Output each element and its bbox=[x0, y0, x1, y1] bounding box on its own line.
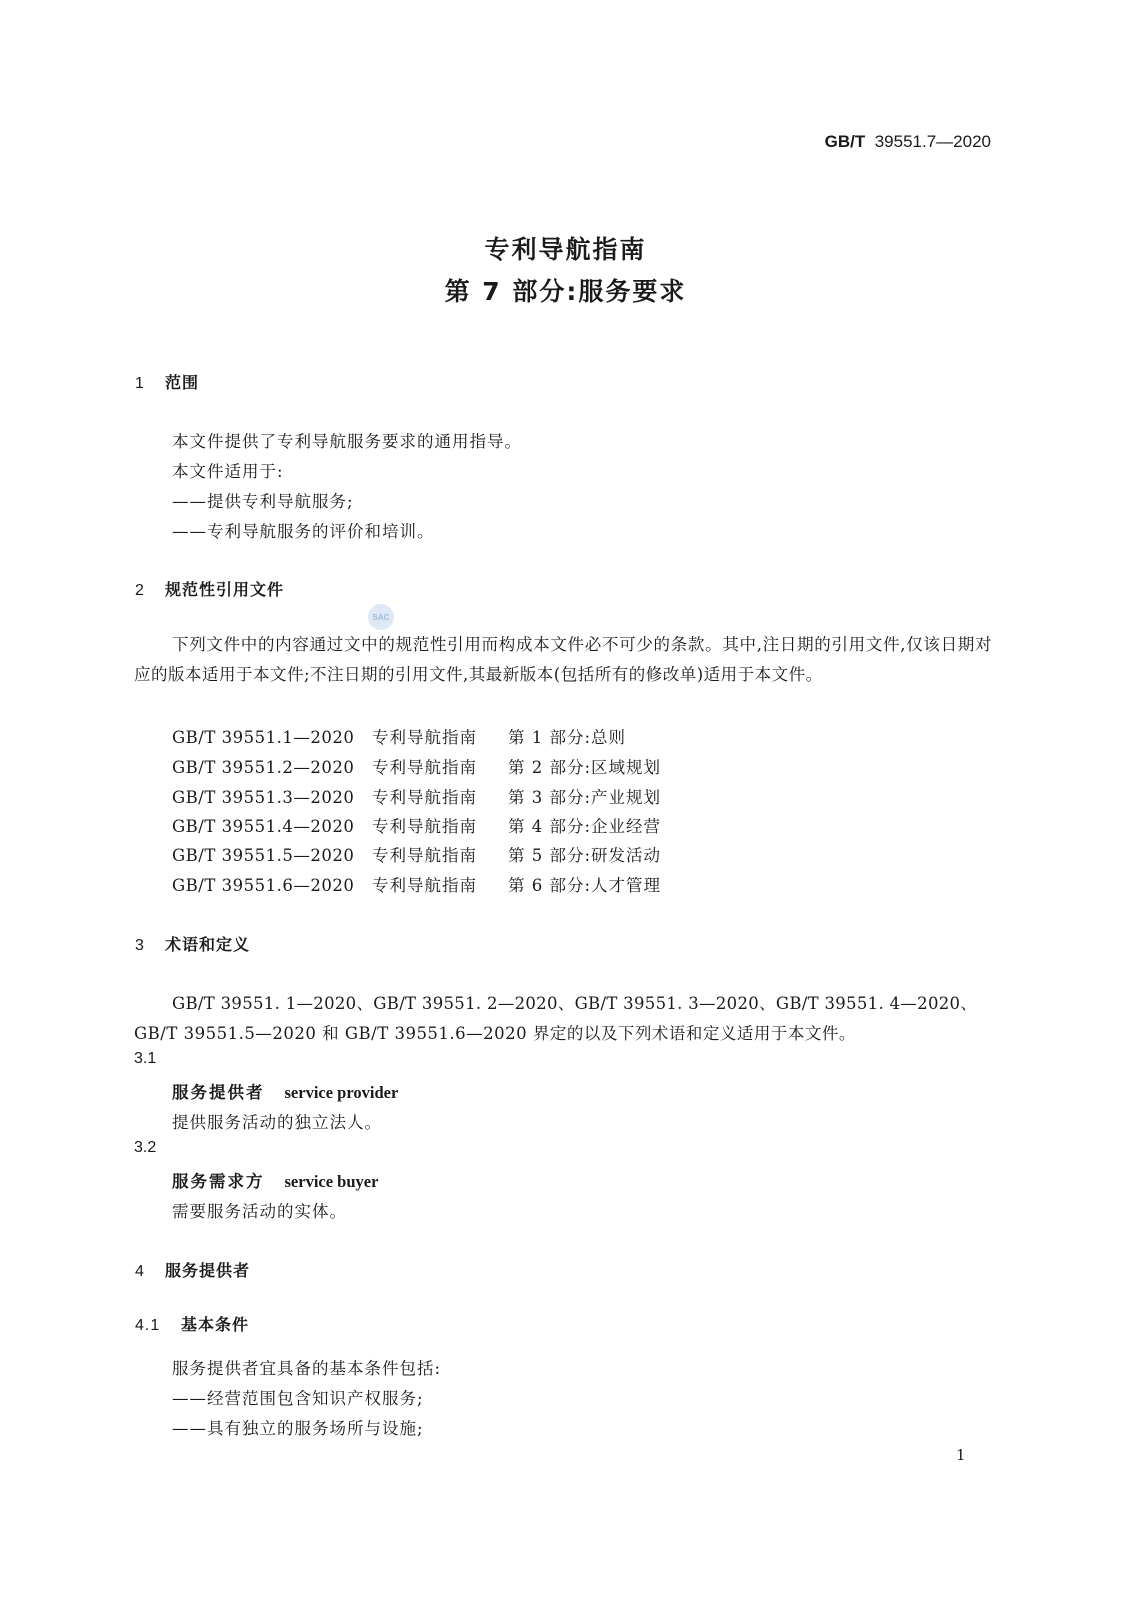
reference-row: GB/T 39551.2—2020 专利导航指南 第 2 部分:区域规划 bbox=[172, 758, 662, 777]
doc-title-line1: 专利导航指南 bbox=[484, 235, 647, 264]
term-definition: 提供服务活动的独立法人。 bbox=[172, 1113, 382, 1132]
list-item: ——专利导航服务的评价和培训。 bbox=[172, 522, 435, 541]
terms-intro-line1: GB/T 39551. 1—2020、GB/T 39551. 2—2020、GB/T 39551. 3—2020、GB/T 39551. 4—2020、 bbox=[172, 994, 978, 1013]
term-entry: 服务提供者 service provider bbox=[172, 1083, 399, 1102]
paragraph: 本文件适用于: bbox=[172, 462, 284, 481]
term-definition: 需要服务活动的实体。 bbox=[172, 1202, 347, 1221]
page-number: 1 bbox=[956, 1446, 966, 1464]
term-entry: 服务需求方 service buyer bbox=[172, 1172, 379, 1191]
subsection-heading-4-1: 4.1 基本条件 bbox=[135, 1315, 250, 1334]
standard-prefix: GB/T bbox=[824, 132, 866, 151]
sac-watermark-logo: SAC bbox=[368, 604, 394, 630]
normative-references-intro: 下列文件中的内容通过文中的规范性引用而构成本文件必不可少的条款。其中,注日期的引用文件,仅该日期对应的版本适用于本文件;不注日期的引用文件,其最新版本(包括所有的修改单)适用于本文件。 bbox=[134, 635, 992, 684]
section-heading-4: 4 服务提供者 bbox=[135, 1261, 251, 1280]
standard-code: 39551.7—2020 bbox=[874, 132, 991, 151]
reference-row: GB/T 39551.3—2020 专利导航指南 第 3 部分:产业规划 bbox=[172, 788, 662, 807]
terms-intro-line2: GB/T 39551.5—2020 和 GB/T 39551.6—2020 界定的以及下列术语和定义适用于本文件。 bbox=[134, 1024, 856, 1043]
paragraph: 本文件提供了专利导航服务要求的通用指导。 bbox=[172, 432, 522, 451]
term-number: 3.2 bbox=[134, 1139, 157, 1156]
list-item: ——经营范围包含知识产权服务; bbox=[172, 1389, 424, 1408]
reference-row: GB/T 39551.4—2020 专利导航指南 第 4 部分:企业经营 bbox=[172, 817, 662, 836]
reference-row: GB/T 39551.1—2020 专利导航指南 第 1 部分:总则 bbox=[172, 728, 627, 747]
reference-row: GB/T 39551.6—2020 专利导航指南 第 6 部分:人才管理 bbox=[172, 876, 662, 895]
section-heading-2: 2 规范性引用文件 bbox=[135, 580, 285, 599]
standard-number bbox=[825, 132, 991, 152]
reference-row: GB/T 39551.5—2020 专利导航指南 第 5 部分:研发活动 bbox=[172, 846, 662, 865]
list-item: ——提供专利导航服务; bbox=[172, 492, 354, 511]
list-item: ——具有独立的服务场所与设施; bbox=[172, 1419, 424, 1438]
term-number: 3.1 bbox=[134, 1050, 157, 1067]
doc-title-line2: 第 7 部分:服务要求 bbox=[444, 277, 687, 306]
section-heading-3: 3 术语和定义 bbox=[135, 935, 251, 954]
paragraph: 服务提供者宜具备的基本条件包括: bbox=[172, 1359, 442, 1378]
section-heading-1: 1 范围 bbox=[135, 373, 200, 392]
